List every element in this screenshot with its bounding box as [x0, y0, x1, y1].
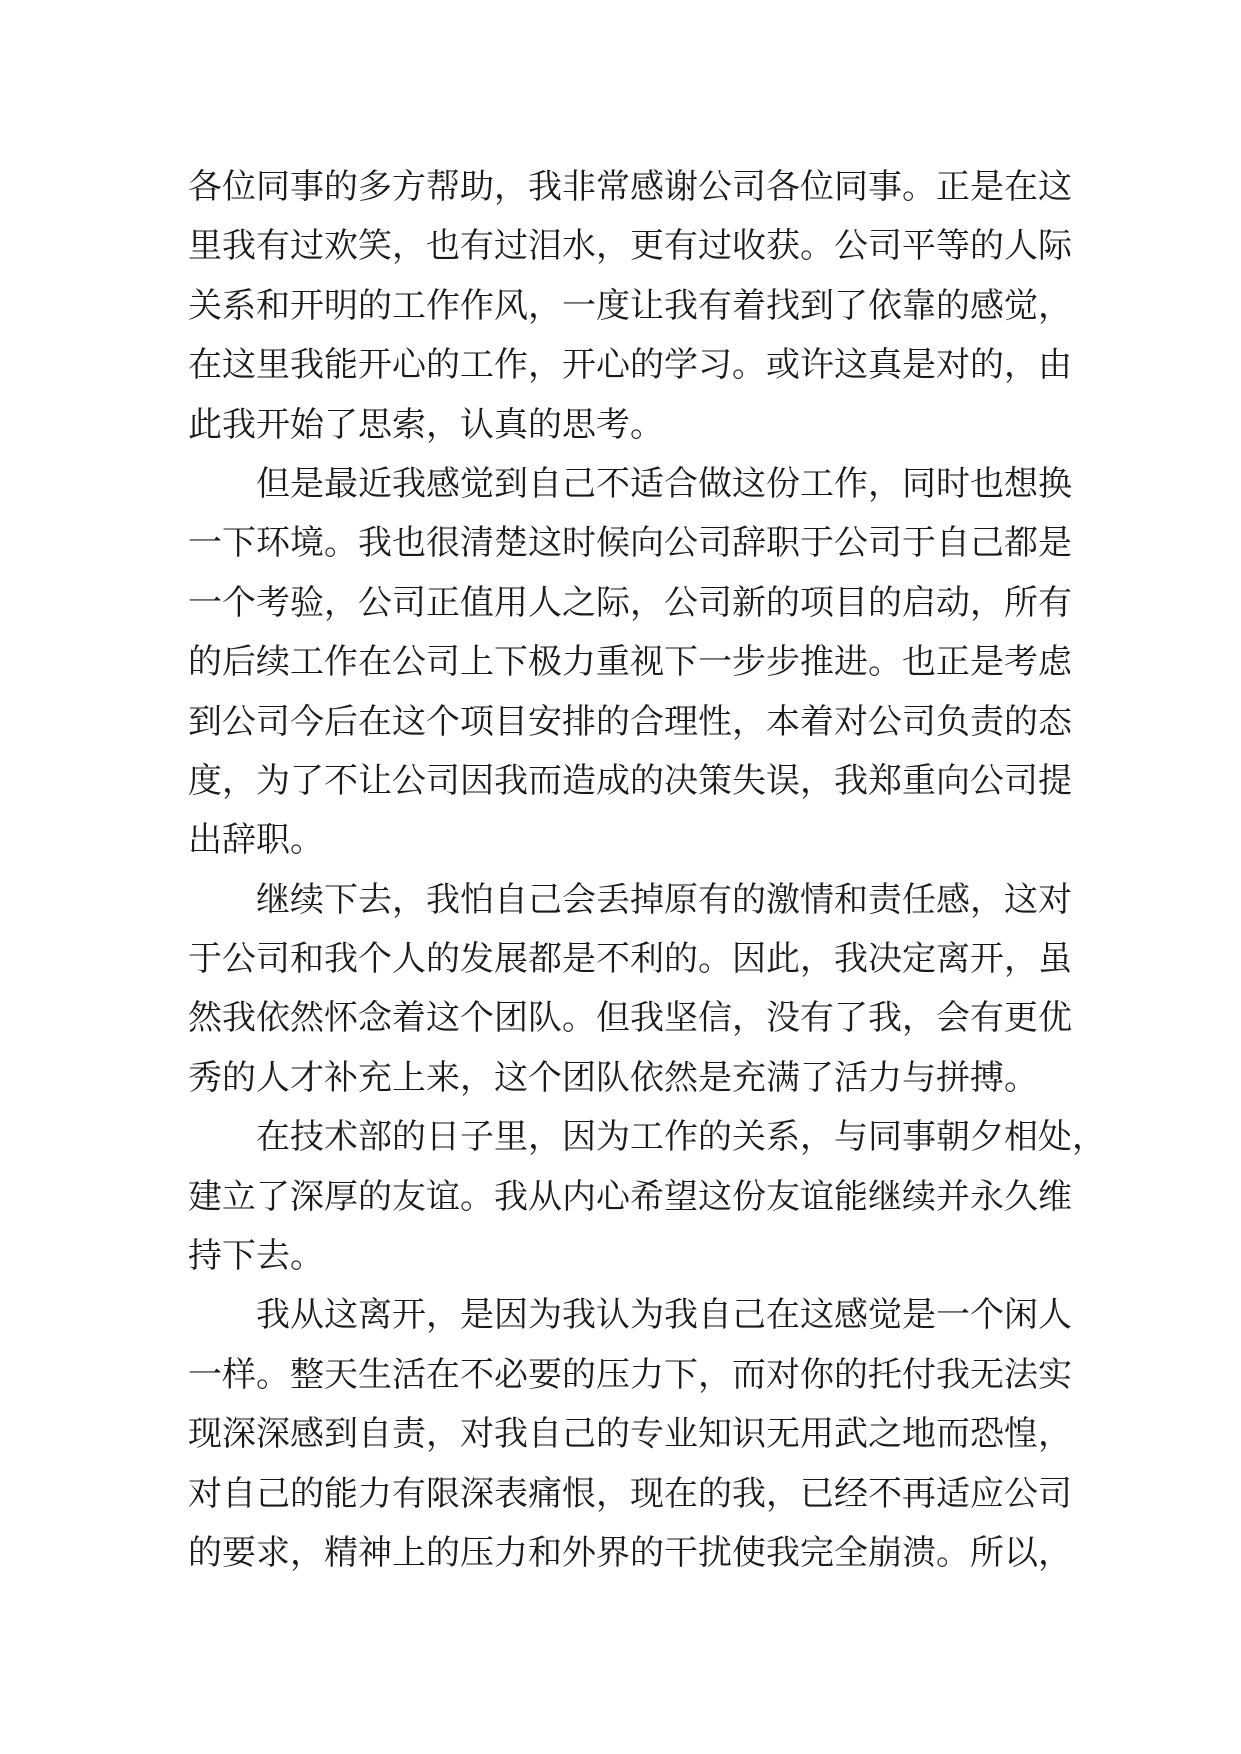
text-line: 到公司今后在这个项目安排的合理性，本着对公司负责的态	[188, 701, 1072, 742]
text-line: 的后续工作在公司上下极力重视下一步步推进。也正是考虑	[188, 642, 1072, 683]
text-line: 各位同事的多方帮助，我非常感谢公司各位同事。正是在这	[188, 167, 1072, 207]
text-line: 在这里我能开心的工作，开心的学习。或许这真是对的，由	[188, 345, 1072, 386]
text-line: 对自己的能力有限深表痛恨，现在的我，已经不再适应公司	[188, 1473, 1072, 1514]
text-line: 秀的人才补充上来，这个团队依然是充满了活力与拼搏。	[188, 1057, 1038, 1098]
paragraph-first-line: 但是最近我感觉到自己不适合做这份工作，同时也想换	[256, 463, 1072, 504]
text-line: 建立了深厚的友谊。我从内心希望这份友谊能继续并永久维	[188, 1176, 1072, 1217]
text-line: 持下去。	[188, 1236, 324, 1277]
text-line: 里我有过欢笑，也有过泪水，更有过收获。公司平等的人际	[188, 226, 1072, 267]
text-line: 出辞职。	[188, 820, 324, 861]
text-line: 于公司和我个人的发展都是不利的。因此，我决定离开，虽	[188, 939, 1072, 980]
text-line: 现深深感到自责，对我自己的专业知识无用武之地而恐惶，	[188, 1414, 1072, 1455]
paragraph-first-line: 我从这离开，是因为我认为我自己在这感觉是一个闲人	[256, 1295, 1072, 1336]
text-line: 然我依然怀念着这个团队。但我坚信，没有了我，会有更优	[188, 998, 1072, 1039]
text-line: 一样。整天生活在不必要的压力下，而对你的托付我无法实	[188, 1354, 1072, 1395]
body-text	[188, 158, 1106, 1583]
text-line: 关系和开明的工作作风，一度让我有着找到了依靠的感觉，	[188, 285, 1072, 326]
text-line: 一下环境。我也很清楚这时候向公司辞职于公司于自己都是	[188, 523, 1072, 564]
text-line: 的要求，精神上的压力和外界的干扰使我完全崩溃。所以，	[188, 1532, 1072, 1573]
paragraph-first-line: 在技术部的日子里，因为工作的关系，与同事朝夕相处，	[256, 1117, 1106, 1158]
paragraph-first-line: 继续下去，我怕自己会丢掉原有的激情和责任感，这对	[256, 879, 1072, 920]
text-line: 一个考验，公司正值用人之际，公司新的项目的启动，所有	[188, 582, 1072, 623]
text-line: 度，为了不让公司因我而造成的决策失误，我郑重向公司提	[188, 760, 1072, 801]
text-line: 此我开始了思索，认真的思考。	[188, 404, 664, 445]
